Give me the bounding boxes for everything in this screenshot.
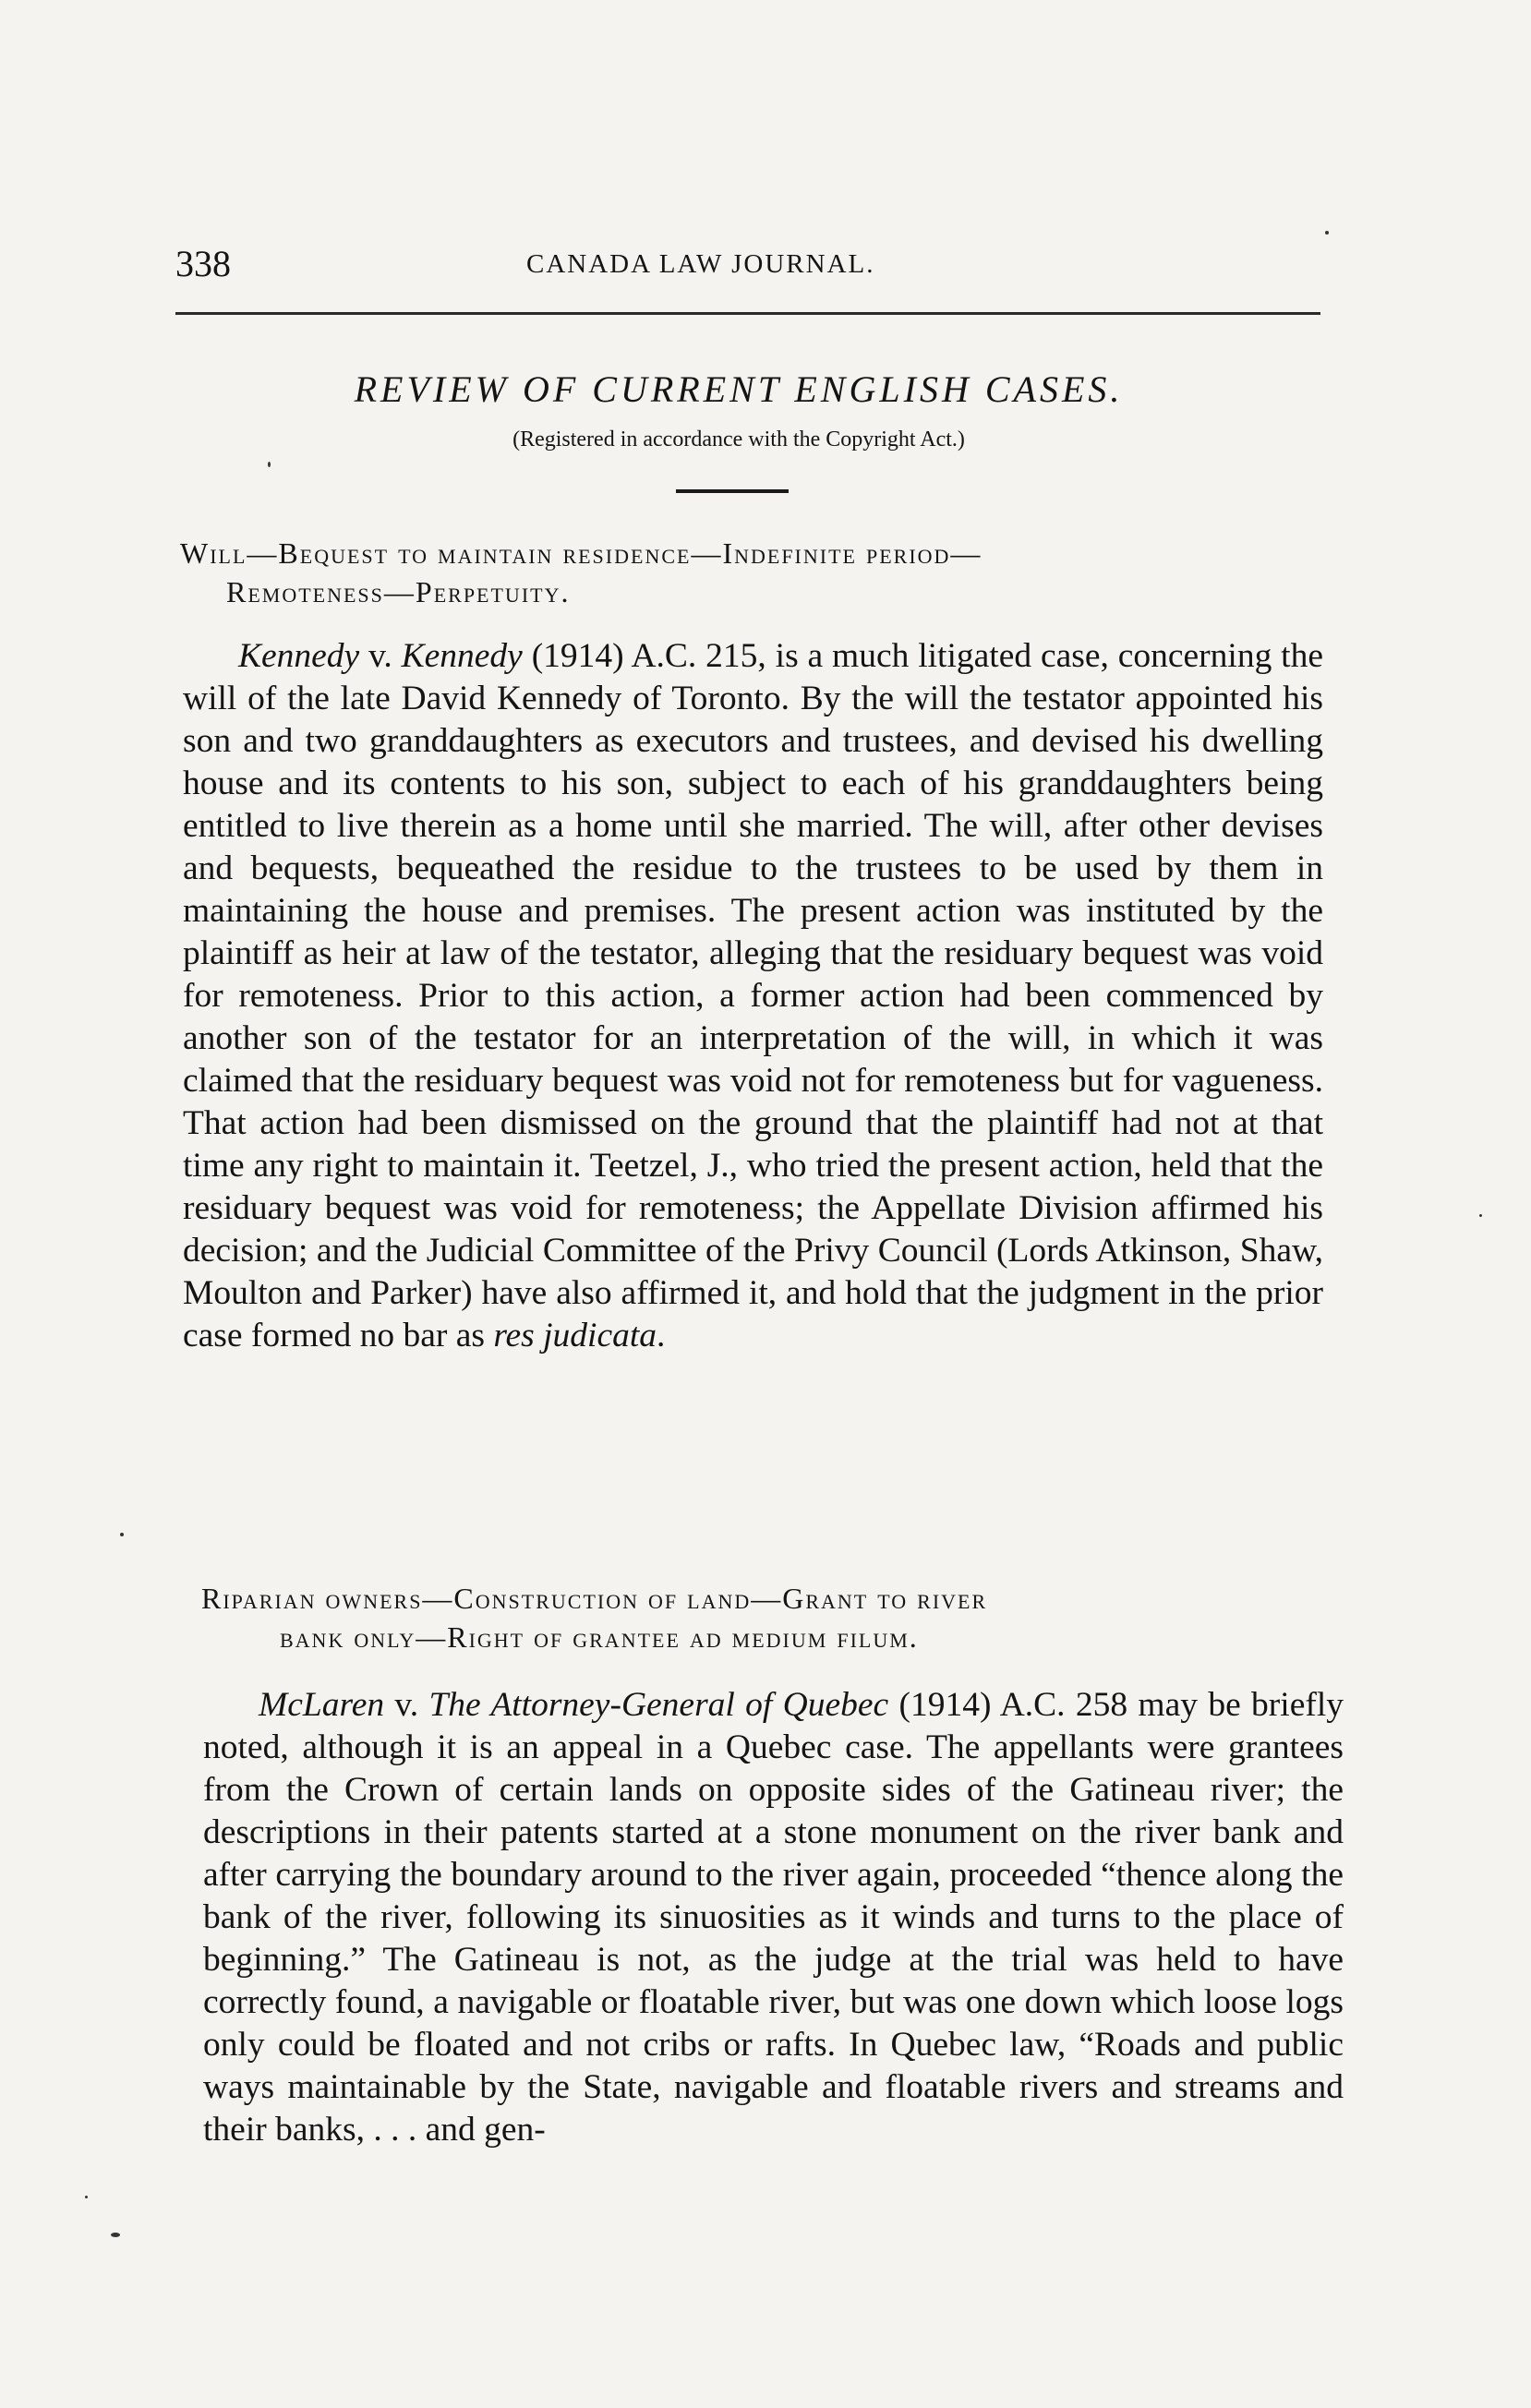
case1-heading-line2: Remoteness—Perpetuity. — [226, 575, 571, 608]
case1-party-b: Kennedy — [401, 637, 523, 675]
scan-speck — [111, 2233, 120, 2237]
case1-versus: v. — [359, 637, 402, 675]
scan-speck — [120, 1533, 124, 1536]
scan-speck — [1325, 231, 1329, 235]
section-title: REVIEW OF CURRENT ENGLISH CASES. — [354, 368, 1124, 410]
case1-end: . — [657, 1317, 666, 1354]
case2-heading — [201, 1579, 987, 1656]
case1-heading — [180, 534, 982, 611]
section-divider — [676, 489, 789, 493]
case2-party-b: The Attorney-General of Quebec — [428, 1686, 889, 1724]
case1-res-judicata: res judicata — [493, 1317, 657, 1354]
case2-body — [203, 1684, 1344, 2151]
scan-speck — [1479, 1214, 1482, 1217]
page-number: 338 — [175, 243, 231, 284]
case2-text: (1914) A.C. 258 may be briefly noted, although it is an appeal in a Quebec case. The appellants were grantees from the Crown of certain lands on opposite sides of the Gatineau river; the descriptions in their patents started at a stone monument on the river bank and after carrying the boundary around to the river again, proceeded “thence along the bank of the river, following its sinuosities as it winds and turns to the place of beginning.” The Gatineau is not, as the judge at the trial was held to have correctly found, a navigable or floatable river, but was one down which loose logs only could be floated and not cribs or rafts. In Quebec law, “Roads and public ways maintainable by the State, navigable and floatable rivers and streams and their banks, . . . and gen- — [203, 1686, 1344, 2149]
case1-heading-line1: Will—Bequest to maintain residence—Indefinite period— — [180, 536, 982, 570]
case2-party-a: McLaren — [259, 1686, 385, 1724]
case1-party-a: Kennedy — [238, 637, 360, 675]
scan-speck — [85, 2196, 88, 2198]
journal-title: CANADA LAW JOURNAL. — [526, 249, 875, 279]
scan-speck — [268, 462, 271, 467]
case2-heading-line2: bank only—Right of grantee ad medium filum. — [280, 1620, 919, 1654]
running-head — [175, 242, 1320, 288]
case2-versus: v. — [384, 1686, 429, 1724]
section-subtitle: (Registered in accordance with the Copyright Act.) — [512, 427, 965, 452]
case1-body — [183, 635, 1323, 1357]
case2-heading-line1: Riparian owners—Construction of land—Grant to river — [201, 1582, 988, 1615]
header-rule — [175, 312, 1320, 315]
case1-text: (1914) A.C. 215, is a much litigated case, concerning the will of the late David Kennedy of Toronto. By the will the testator appointed his son and two granddaughters as executors and trustees, and devised his dwelling house and its contents to his son, subject to each of his granddaughters being entitled to live therein as a home until she married. The will, after other devises and bequests, bequeathed the residue to the trustees to be used by them in maintaining the house and premises. The present action was instituted by the plaintiff as heir at law of the testator, alleging that the residuary bequest was void for remoteness. Prior to this action, a former action had been commenced by another son of the testator for an interpretation of the will, in which it was claimed that the residuary bequest was void not for remoteness but for vagueness. That action had been dismissed on the ground that the plaintiff had not at that time any right to maintain it. Teetzel, J., who tried the present action, held that the residuary bequest was void for remoteness; the Appellate Division affirmed his decision; and the Judicial Committee of the Privy Council (Lords Atkinson, Shaw, Moulton and Parker) have also affirmed it, and hold that the judgment in the prior case formed no bar as — [183, 637, 1323, 1354]
